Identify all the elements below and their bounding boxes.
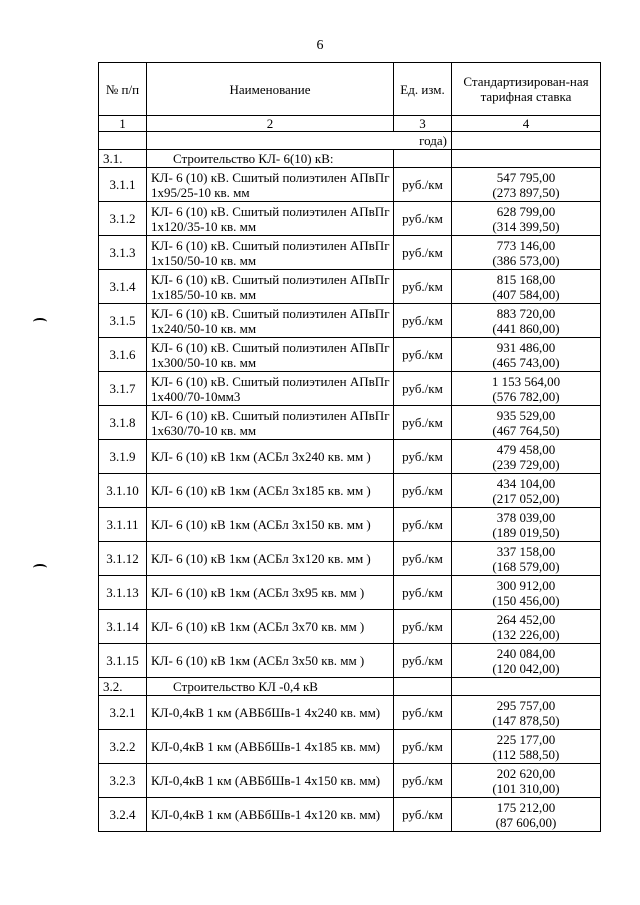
item-rate	[452, 440, 601, 474]
table-row	[99, 508, 601, 542]
rate-value-half: (147 878,50)	[492, 712, 560, 728]
item-rate	[452, 730, 601, 764]
header-name: Наименование	[147, 63, 394, 116]
item-unit: руб./км	[394, 202, 452, 236]
item-name: КЛ- 6 (10) кВ 1км (АСБл 3х70 кв. мм )	[147, 610, 394, 644]
item-unit: руб./км	[394, 730, 452, 764]
rate-value: 479 458,00	[496, 441, 556, 457]
empty-cell	[99, 132, 147, 150]
item-name: КЛ- 6 (10) кВ 1км (АСБл 3х50 кв. мм )	[147, 644, 394, 678]
table-row	[99, 168, 601, 202]
rate-value-half: (314 399,50)	[492, 218, 560, 234]
empty-cell	[452, 150, 601, 168]
item-name: КЛ-0,4кВ 1 км (АВБбШв-1 4х185 кв. мм)	[147, 730, 394, 764]
rate-value: 240 084,00	[496, 645, 556, 661]
item-name: КЛ- 6 (10) кВ 1км (АСБл 3х185 кв. мм )	[147, 474, 394, 508]
item-unit: руб./км	[394, 304, 452, 338]
empty-cell	[394, 150, 452, 168]
table-row	[99, 202, 601, 236]
item-unit: руб./км	[394, 798, 452, 832]
item-rate	[452, 798, 601, 832]
item-number: 3.1.9	[99, 440, 147, 474]
item-number: 3.2.4	[99, 798, 147, 832]
item-name: КЛ- 6 (10) кВ. Сшитый полиэтилен АПвПг 1х185/50-10 кв. мм	[147, 270, 394, 304]
item-unit: руб./км	[394, 508, 452, 542]
item-rate	[452, 270, 601, 304]
section-number: 3.1.	[99, 150, 147, 168]
rate-value-half: (441 860,00)	[492, 320, 560, 336]
header-rate: Стандартизирован-ная тарифная ставка	[452, 63, 601, 116]
section-number: 3.2.	[99, 678, 147, 696]
rate-value-half: (217 052,00)	[492, 490, 560, 506]
header-row	[99, 63, 601, 116]
item-number: 3.1.3	[99, 236, 147, 270]
continuation-text: года)	[147, 132, 452, 150]
empty-cell	[452, 132, 601, 150]
item-number: 3.1.13	[99, 576, 147, 610]
rate-value-half: (150 456,00)	[492, 592, 560, 608]
item-number: 3.1.10	[99, 474, 147, 508]
table-row	[99, 474, 601, 508]
rate-value-half: (168 579,00)	[492, 558, 560, 574]
table-row	[99, 270, 601, 304]
item-rate	[452, 542, 601, 576]
rate-value: 300 912,00	[496, 577, 556, 593]
item-rate	[452, 576, 601, 610]
item-name: КЛ- 6 (10) кВ 1км (АСБл 3х95 кв. мм )	[147, 576, 394, 610]
item-rate	[452, 474, 601, 508]
empty-cell	[452, 678, 601, 696]
item-unit: руб./км	[394, 576, 452, 610]
rate-value: 175 212,00	[496, 799, 556, 815]
empty-cell	[394, 678, 452, 696]
rate-value: 815 168,00	[496, 271, 556, 287]
tariff-table	[98, 62, 601, 832]
item-number: 3.2.2	[99, 730, 147, 764]
item-unit: руб./км	[394, 406, 452, 440]
rate-value: 202 620,00	[496, 765, 556, 781]
page-number: 6	[316, 38, 324, 53]
rate-value: 883 720,00	[496, 305, 556, 321]
item-number: 3.2.3	[99, 764, 147, 798]
item-rate	[452, 304, 601, 338]
item-number: 3.2.1	[99, 696, 147, 730]
rate-value-half: (132 226,00)	[492, 626, 560, 642]
column-number: 1	[99, 116, 147, 132]
continuation-row	[99, 132, 601, 150]
rate-value-half: (101 310,00)	[492, 780, 560, 796]
item-name: КЛ-0,4кВ 1 км (АВБбШв-1 4х240 кв. мм)	[147, 696, 394, 730]
item-unit: руб./км	[394, 644, 452, 678]
column-number: 2	[147, 116, 394, 132]
item-rate	[452, 168, 601, 202]
rate-value-half: (273 897,50)	[492, 184, 560, 200]
item-number: 3.1.8	[99, 406, 147, 440]
item-name: КЛ- 6 (10) кВ. Сшитый полиэтилен АПвПг 1х120/35-10 кв. мм	[147, 202, 394, 236]
item-name: КЛ- 6 (10) кВ 1км (АСБл 3х150 кв. мм )	[147, 508, 394, 542]
item-unit: руб./км	[394, 440, 452, 474]
rate-value-half: (576 782,00)	[492, 388, 560, 404]
item-rate	[452, 696, 601, 730]
table-row	[99, 764, 601, 798]
rate-value-half: (120 042,00)	[492, 660, 560, 676]
rate-value: 773 146,00	[496, 237, 556, 253]
rate-value-half: (189 019,50)	[492, 524, 560, 540]
item-unit: руб./км	[394, 542, 452, 576]
rate-value-half: (407 584,00)	[492, 286, 560, 302]
table-row	[99, 610, 601, 644]
rate-value: 264 452,00	[496, 611, 556, 627]
rate-value: 935 529,00	[496, 407, 556, 423]
item-name: КЛ-0,4кВ 1 км (АВБбШв-1 4х120 кв. мм)	[147, 798, 394, 832]
rate-value: 931 486,00	[496, 339, 556, 355]
column-number: 4	[452, 116, 601, 132]
item-name: КЛ- 6 (10) кВ. Сшитый полиэтилен АПвПг 1х630/70-10 кв. мм	[147, 406, 394, 440]
item-number: 3.1.1	[99, 168, 147, 202]
table-row	[99, 440, 601, 474]
item-name: КЛ- 6 (10) кВ. Сшитый полиэтилен АПвПг 1х400/70-10мм3	[147, 372, 394, 406]
rate-value-half: (87 606,00)	[495, 814, 557, 830]
section-row	[99, 150, 601, 168]
item-number: 3.1.6	[99, 338, 147, 372]
table-row	[99, 236, 601, 270]
rate-value: 1 153 564,00	[491, 373, 561, 389]
item-number: 3.1.5	[99, 304, 147, 338]
item-name: КЛ- 6 (10) кВ 1км (АСБл 3х120 кв. мм )	[147, 542, 394, 576]
item-unit: руб./км	[394, 270, 452, 304]
item-name: КЛ- 6 (10) кВ. Сшитый полиэтилен АПвПг 1х300/50-10 кв. мм	[147, 338, 394, 372]
item-number: 3.1.15	[99, 644, 147, 678]
table-row	[99, 696, 601, 730]
section-title: Строительство КЛ -0,4 кВ	[147, 678, 394, 696]
header-num: № п/п	[99, 63, 147, 116]
item-rate	[452, 406, 601, 440]
item-number: 3.1.4	[99, 270, 147, 304]
rate-value: 225 177,00	[496, 731, 556, 747]
item-rate	[452, 644, 601, 678]
item-rate	[452, 236, 601, 270]
rate-value-half: (239 729,00)	[492, 456, 560, 472]
item-unit: руб./км	[394, 474, 452, 508]
table-row	[99, 798, 601, 832]
rate-value-half: (112 588,50)	[492, 746, 560, 762]
item-name: КЛ-0,4кВ 1 км (АВБбШв-1 4х150 кв. мм)	[147, 764, 394, 798]
table-body	[99, 132, 601, 832]
item-name: КЛ- 6 (10) кВ. Сшитый полиэтилен АПвПг 1х240/50-10 кв. мм	[147, 304, 394, 338]
rate-value: 337 158,00	[496, 543, 556, 559]
header-unit: Ед. изм.	[394, 63, 452, 116]
rate-value: 434 104,00	[496, 475, 556, 491]
item-rate	[452, 372, 601, 406]
section-title: Строительство КЛ- 6(10) кВ:	[147, 150, 394, 168]
table-row	[99, 730, 601, 764]
column-number-row	[99, 116, 601, 132]
table-row	[99, 542, 601, 576]
item-unit: руб./км	[394, 610, 452, 644]
rate-value: 628 799,00	[496, 203, 556, 219]
item-number: 3.1.14	[99, 610, 147, 644]
item-name: КЛ- 6 (10) кВ. Сшитый полиэтилен АПвПг 1х95/25-10 кв. мм	[147, 168, 394, 202]
rate-value: 547 795,00	[496, 169, 556, 185]
table-row	[99, 644, 601, 678]
item-number: 3.1.2	[99, 202, 147, 236]
rate-value-half: (467 764,50)	[492, 422, 560, 438]
table-row	[99, 338, 601, 372]
item-name: КЛ- 6 (10) кВ 1км (АСБл 3х240 кв. мм )	[147, 440, 394, 474]
table-row	[99, 372, 601, 406]
section-row	[99, 678, 601, 696]
rate-value: 295 757,00	[496, 697, 556, 713]
item-name: КЛ- 6 (10) кВ. Сшитый полиэтилен АПвПг 1х150/50-10 кв. мм	[147, 236, 394, 270]
rate-value-half: (465 743,00)	[492, 354, 560, 370]
item-rate	[452, 202, 601, 236]
item-rate	[452, 764, 601, 798]
scan-mark	[33, 564, 47, 572]
item-rate	[452, 610, 601, 644]
item-unit: руб./км	[394, 696, 452, 730]
item-unit: руб./км	[394, 338, 452, 372]
table-row	[99, 576, 601, 610]
item-unit: руб./км	[394, 764, 452, 798]
item-unit: руб./км	[394, 236, 452, 270]
table-row	[99, 406, 601, 440]
item-number: 3.1.11	[99, 508, 147, 542]
item-number: 3.1.7	[99, 372, 147, 406]
item-rate	[452, 508, 601, 542]
rate-value-half: (386 573,00)	[492, 252, 560, 268]
scan-mark	[33, 318, 47, 326]
item-unit: руб./км	[394, 372, 452, 406]
item-rate	[452, 338, 601, 372]
rate-value: 378 039,00	[496, 509, 556, 525]
item-unit: руб./км	[394, 168, 452, 202]
item-number: 3.1.12	[99, 542, 147, 576]
column-number: 3	[394, 116, 452, 132]
table-row	[99, 304, 601, 338]
